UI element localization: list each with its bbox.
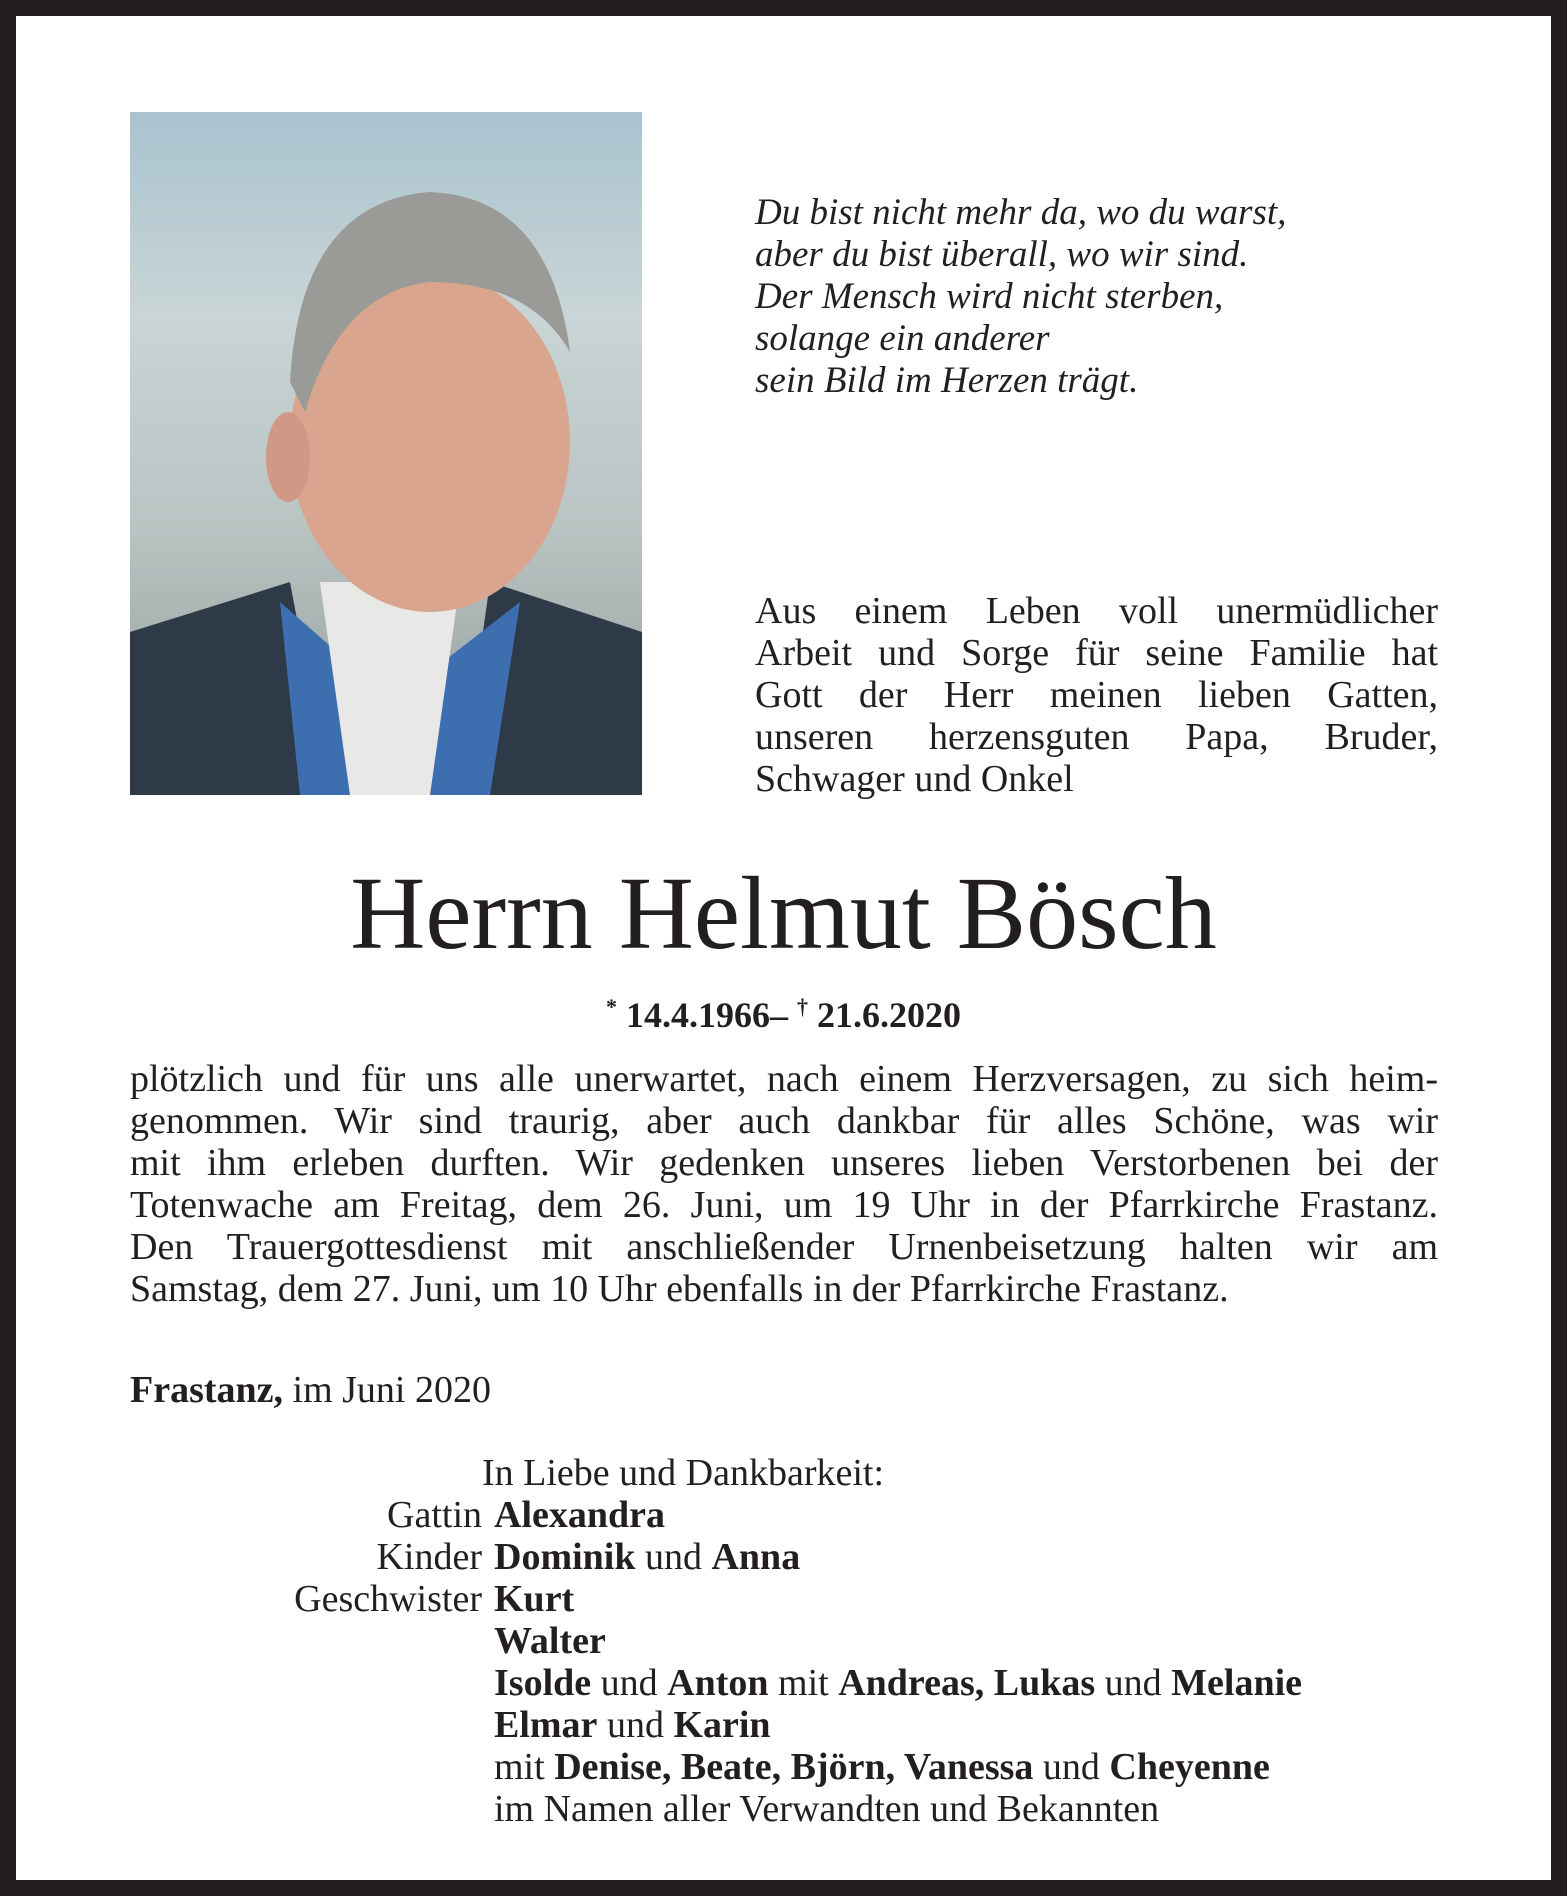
mourner-row bbox=[130, 1662, 1302, 1704]
birth-date: 14.4.1966 bbox=[626, 995, 770, 1035]
mourner-name: Karin bbox=[673, 1704, 771, 1746]
intro-paragraph bbox=[755, 590, 1438, 800]
body-line: plötzlich und für uns alle unerwartet, nach einem Herzversagen, zu sich heim- bbox=[130, 1058, 1438, 1100]
mourner-name: Andreas, Lukas bbox=[838, 1662, 1096, 1704]
mourner-name: Elmar bbox=[494, 1704, 598, 1746]
intro-line: Arbeit und Sorge für seine Familie hat bbox=[755, 632, 1438, 674]
mourner-row-kinder bbox=[130, 1536, 1302, 1578]
mourner-row bbox=[130, 1788, 1302, 1830]
conjunction: und bbox=[1104, 1662, 1162, 1704]
place-date bbox=[130, 1368, 491, 1412]
mourner-name: Alexandra bbox=[494, 1494, 665, 1536]
body-line: Den Trauergottesdienst mit anschließender Urnenbeisetzung halten wir am bbox=[130, 1226, 1438, 1268]
body-paragraph bbox=[130, 1058, 1438, 1310]
birth-symbol: * bbox=[606, 994, 617, 1019]
place-town: Frastanz, bbox=[130, 1369, 284, 1411]
conjunction: und bbox=[644, 1536, 702, 1578]
death-date: 21.6.2020 bbox=[817, 995, 961, 1035]
life-dates bbox=[16, 994, 1551, 1036]
death-symbol: † bbox=[797, 994, 808, 1019]
intro-line: Gott der Herr meinen lieben Gatten, bbox=[755, 674, 1438, 716]
mourner-row-geschwister bbox=[130, 1578, 1302, 1620]
conjunction: und bbox=[1042, 1746, 1100, 1788]
body-line: genommen. Wir sind traurig, aber auch dankbar für alles Schöne, was wir bbox=[130, 1100, 1438, 1142]
quote-line: sein Bild im Herzen trägt. bbox=[755, 360, 1139, 401]
relation-label: Geschwister bbox=[294, 1578, 482, 1620]
mourner-name: Anton bbox=[667, 1662, 769, 1704]
memorial-quote bbox=[755, 192, 1286, 402]
conjunction: und bbox=[600, 1662, 658, 1704]
date-separator: – bbox=[770, 995, 788, 1035]
mourner-row bbox=[130, 1620, 1302, 1662]
quote-line: Der Mensch wird nicht sterben, bbox=[755, 276, 1224, 317]
obituary-page bbox=[16, 16, 1551, 1880]
mourner-name: Cheyenne bbox=[1109, 1746, 1270, 1788]
closing-line: im Namen aller Verwandten und Bekannten bbox=[494, 1788, 1160, 1830]
deceased-name: Herrn Helmut Bösch bbox=[350, 856, 1217, 971]
signoff: In Liebe und Dankbarkeit: bbox=[482, 1452, 885, 1494]
intro-line: Aus einem Leben voll unermüdlicher bbox=[755, 590, 1438, 632]
mourner-name: Anna bbox=[711, 1536, 801, 1578]
portrait-photo bbox=[130, 112, 642, 795]
quote-line: Du bist nicht mehr da, wo du warst, bbox=[755, 192, 1287, 233]
intro-line: Schwager und Onkel bbox=[755, 758, 1074, 800]
mourner-row bbox=[130, 1746, 1302, 1788]
intro-line: unseren herzensguten Papa, Bruder, bbox=[755, 716, 1438, 758]
mourner-name: Walter bbox=[494, 1620, 606, 1662]
mourner-row bbox=[130, 1704, 1302, 1746]
conjunction: mit bbox=[778, 1662, 829, 1704]
relation-label: Gattin bbox=[387, 1494, 482, 1536]
mourner-name: Denise, Beate, Björn, Vanessa bbox=[554, 1746, 1034, 1788]
mourner-name: Melanie bbox=[1171, 1662, 1303, 1704]
mourner-name: Kurt bbox=[494, 1578, 575, 1620]
relation-label: Kinder bbox=[376, 1536, 482, 1578]
body-line: Totenwache am Freitag, dem 26. Juni, um 19 Uhr in der Pfarrkirche Frastanz. bbox=[130, 1184, 1438, 1226]
mourner-name: Dominik bbox=[494, 1536, 636, 1578]
quote-line: solange ein anderer bbox=[755, 318, 1050, 359]
conjunction: mit bbox=[494, 1746, 545, 1788]
mourner-name: Isolde bbox=[494, 1662, 592, 1704]
mourner-row-gattin bbox=[130, 1494, 1302, 1536]
body-line: Samstag, dem 27. Juni, um 10 Uhr ebenfalls in der Pfarrkirche Frastanz. bbox=[130, 1268, 1229, 1310]
conjunction: und bbox=[606, 1704, 664, 1746]
place-date-text: im Juni 2020 bbox=[292, 1369, 491, 1411]
mourners-list bbox=[130, 1494, 1302, 1830]
quote-line: aber du bist überall, wo wir sind. bbox=[755, 234, 1249, 275]
body-line: mit ihm erleben durften. Wir gedenken unseres lieben Verstorbenen bei der bbox=[130, 1142, 1438, 1184]
